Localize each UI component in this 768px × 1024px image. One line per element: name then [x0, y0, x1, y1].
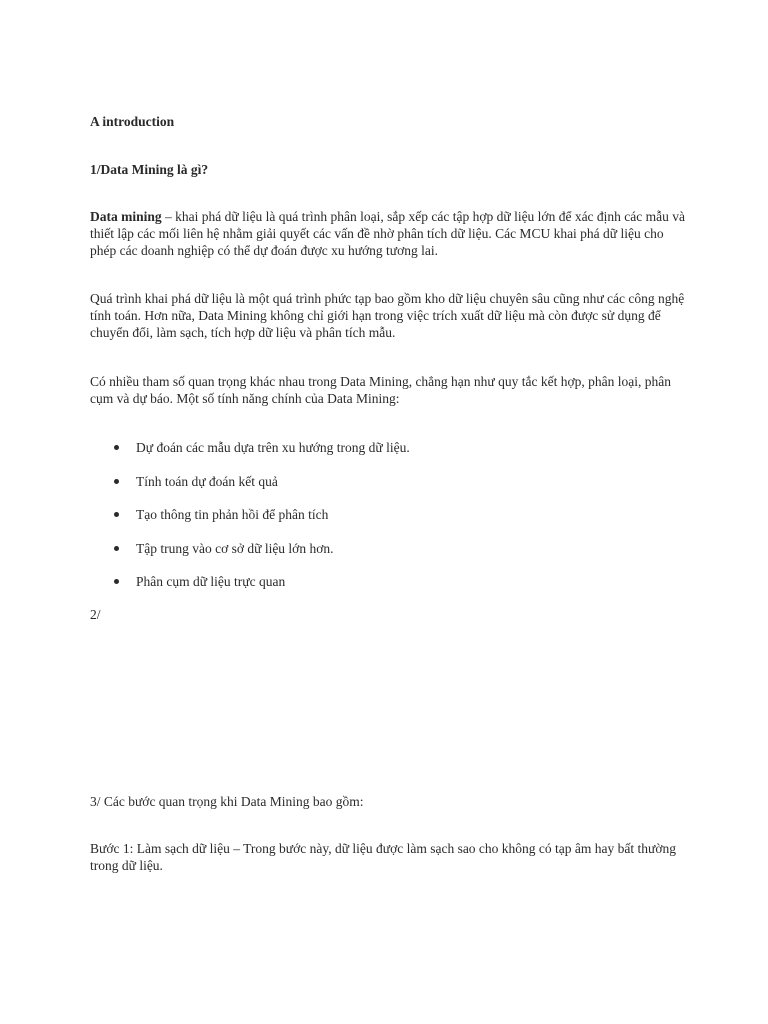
paragraph-parameters: Có nhiều tham số quan trọng khác nhau trong Data Mining, chẳng hạn như quy tắc kết hợp, phân loại, phân cụm và dự báo. Một số tính năng chính của Data Mining: [90, 374, 671, 406]
list-item-text: Phân cụm dữ liệu trực quan [136, 574, 286, 589]
bullet-icon [114, 479, 119, 484]
list-item-text: Tính toán dự đoán kết quả [136, 473, 278, 489]
heading-section-2: 2/ [90, 607, 101, 622]
list-item [90, 573, 690, 607]
paragraph-step-1: Bước 1: Làm sạch dữ liệu – Trong bước này, dữ liệu được làm sạch sao cho không có tạp âm hay bất thường trong dữ liệu. [90, 841, 676, 873]
paragraph-definition [90, 208, 690, 259]
list-item-text: Tập trung vào cơ sở dữ liệu lớn hơn. [136, 540, 334, 556]
features-list [90, 439, 690, 607]
term-data-mining: Data mining [90, 209, 162, 224]
list-item [90, 473, 690, 507]
heading-section-1: 1/Data Mining là gì? [90, 162, 209, 177]
heading-introduction: A introduction [90, 114, 175, 129]
bullet-icon [114, 445, 119, 450]
paragraph-process: Quá trình khai phá dữ liệu là một quá trình phức tạp bao gồm kho dữ liệu chuyên sâu cũng như các công nghệ tính toán. Hơn nữa, Data Mining không chỉ giới hạn trong việc trích xuất dữ liệu mà còn được sử dụng để chuyển đổi, làm sạch, tích hợp dữ liệu và phân tích mẫu. [90, 291, 685, 340]
list-item-text: Dự đoán các mẫu dựa trên xu hướng trong dữ liệu. [136, 440, 410, 455]
bullet-icon [114, 512, 119, 517]
list-item [90, 506, 690, 540]
list-item [90, 540, 690, 574]
heading-section-3: 3/ Các bước quan trọng khi Data Mining bao gồm: [90, 794, 364, 809]
bullet-icon [114, 579, 119, 584]
list-item [90, 439, 690, 473]
definition-text: – khai phá dữ liệu là quá trình phân loại, sắp xếp các tập hợp dữ liệu lớn để xác định các mẫu và thiết lập các mối liên hệ nhằm giải quyết các vấn đề nhờ phân tích dữ liệu. Các MCU khai phá dữ liệu cho phép các doanh nghiệp có thể dự đoán được xu hướng tương lai. [90, 209, 686, 258]
bullet-icon [114, 546, 119, 551]
list-item-text: Tạo thông tin phản hồi để phân tích [136, 507, 329, 522]
